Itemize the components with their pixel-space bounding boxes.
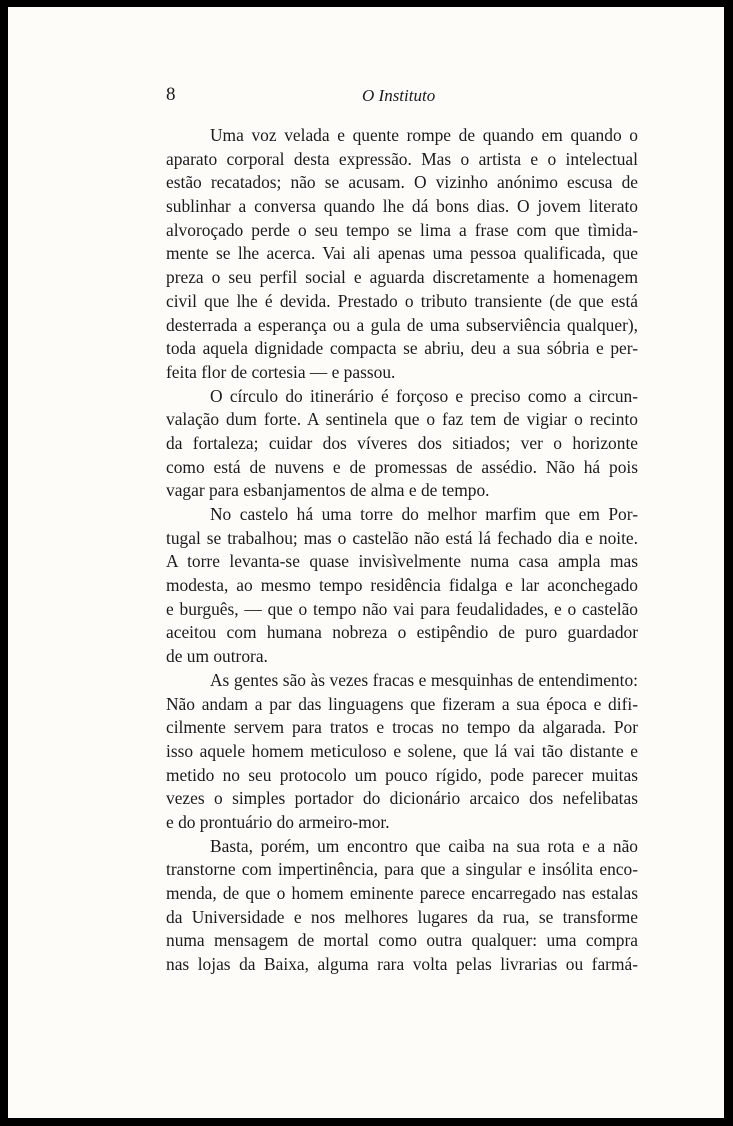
text-line: As gentes são às vezes fracas e mesquinhas de entendimento: [210, 669, 638, 690]
text-line: sublinhar a conversa quando lhe dá bons dias. O jovem literato [166, 196, 638, 217]
text-line: toda aquela dignidade compacta se abriu, deu a sua sóbria e per- [166, 338, 638, 359]
text-line: numa mensagem de mortal como outra qualquer: uma compra [166, 930, 638, 951]
text-line: Não andam a par das linguagens que fizeram a sua época e difi- [166, 693, 638, 714]
text-line: nas lojas da Baixa, alguma rara volta pelas livrarias ou farmá- [166, 954, 638, 975]
text-line: cilmente servem para tratos e trocas no tempo da algarada. Por [166, 717, 638, 738]
text-line: metido no seu protocolo um pouco rígido, pode parecer muitas [166, 764, 638, 785]
running-title: O Instituto [362, 86, 436, 105]
text-line: aceitou com humana nobreza o estipêndio de puro guardador [166, 622, 638, 643]
text-line: alvoroçado perde o seu tempo se lima a frase com que tìmida- [166, 219, 638, 240]
text-line: No castelo há uma torre do melhor marfim que em Por- [210, 504, 638, 524]
text-line: e burguês, — que o tempo não vai para feudalidades, e o castelão [166, 598, 638, 619]
text-line: modesta, ao mesmo tempo residência fidalga e lar aconchegado [166, 575, 638, 596]
text-line: da fortaleza; cuidar dos víveres dos sitiados; ver o horizonte [166, 432, 638, 453]
text-line: desterrada a esperança ou a gula de uma subserviência qualquer), [166, 314, 638, 335]
text-line: e do prontuário do armeiro-mor. [166, 811, 390, 832]
text-line: preza o seu perfil social e aguarda discretamente a homenagem [166, 267, 638, 288]
text-line: isso aquele homem meticuloso e solene, que lá vai tão distante e [166, 740, 638, 761]
text-line: civil que lhe é devida. Prestado o tributo transiente (de que está [166, 290, 638, 311]
page-number: 8 [166, 84, 176, 105]
text-line: como está de nuvens e de promessas de assédio. Não há pois [166, 456, 638, 477]
text-line: menda, de que o homem eminente parece encarregado nas estalas [166, 883, 638, 903]
text-line: de um outrora. [166, 646, 268, 667]
text-line: da Universidade e nos melhores lugares da rua, se transforme [166, 906, 638, 927]
text-line: Uma voz velada e quente rompe de quando em quando o [210, 125, 638, 145]
page-header [8, 84, 724, 108]
text-line: transtorne com impertinência, para que a singular e insólita enco- [166, 859, 638, 880]
text-line: estão recatados; não se acusam. O vizinho anónimo escusa de [166, 172, 638, 193]
text-line: vagar para esbanjamentos de alma e de tempo. [166, 480, 490, 501]
book-page [8, 7, 724, 1118]
text-line: aparato corporal desta expressão. Mas o artista e o intelectual [166, 148, 638, 169]
text-line: vezes o simples portador do dicionário arcaico dos nefelibatas [166, 788, 638, 809]
text-line: feita flor de cortesia — e passou. [166, 361, 396, 382]
body-text [166, 124, 638, 977]
text-line: tugal se trabalhou; mas o castelão não está lá fechado dia e noite. [166, 527, 638, 548]
text-line: Basta, porém, um encontro que caiba na sua rota e a não [210, 835, 638, 856]
text-line: A torre levanta-se quase invisìvelmente numa casa ampla mas [166, 551, 638, 572]
text-line: O círculo do itinerário é forçoso e preciso como a circun- [210, 385, 638, 406]
text-line: valação dum forte. A sentinela que o faz tem de vigiar o recinto [166, 409, 638, 430]
text-line: mente se lhe acerca. Vai ali apenas uma pessoa qualificada, que [166, 243, 638, 264]
